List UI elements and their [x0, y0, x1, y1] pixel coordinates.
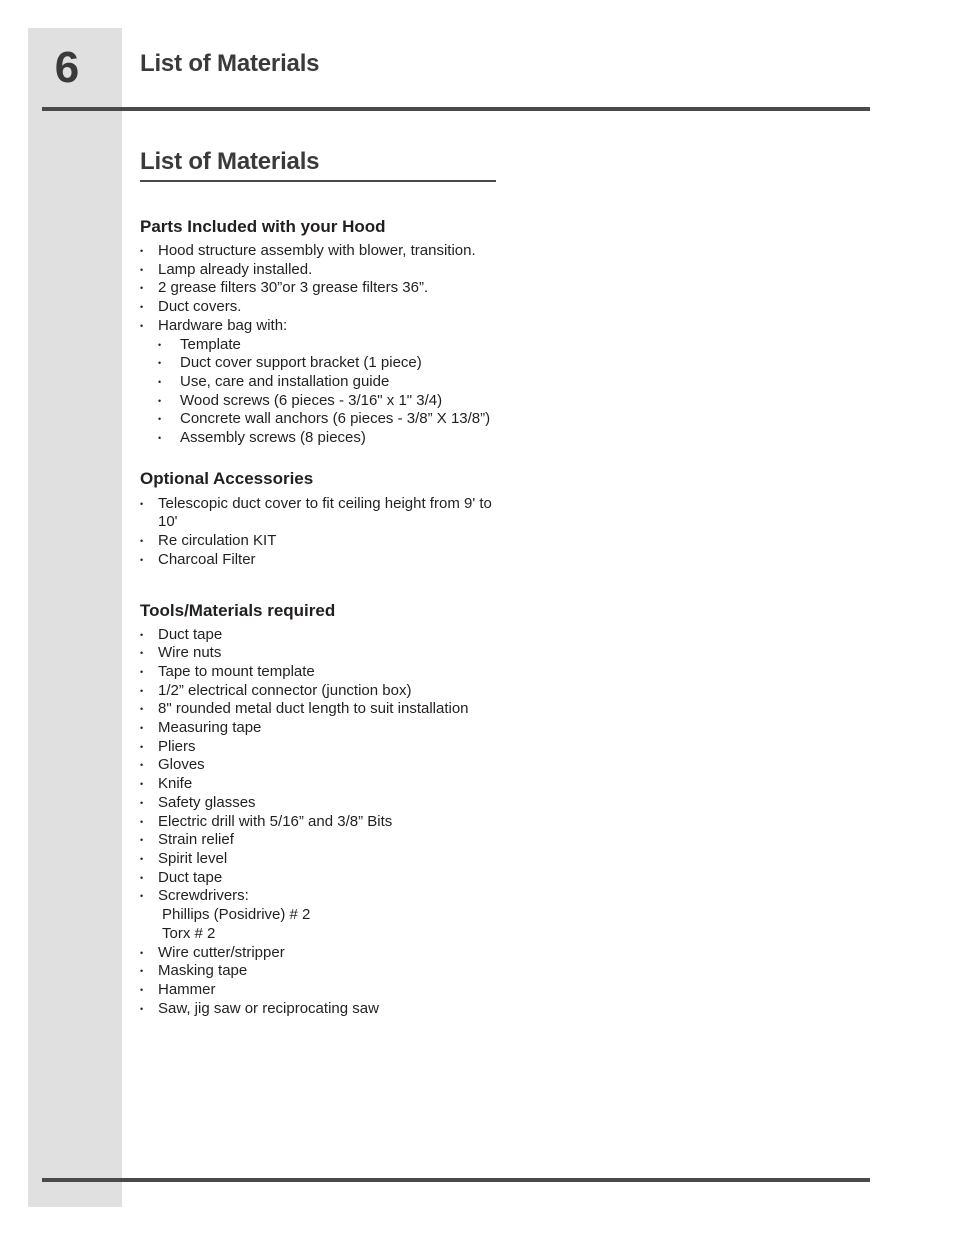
list-item: • Charcoal Filter [140, 551, 500, 570]
list-item: • Saw, jig saw or reciprocating saw [140, 1000, 540, 1019]
list-item: • Safety glasses [140, 794, 540, 813]
page-number: 6 [54, 43, 80, 92]
sub-list-item: • Use, care and installation guide [158, 373, 540, 392]
page-sidebar [28, 28, 122, 1207]
list-item: • Wire cutter/stripper [140, 944, 540, 963]
screwdriver-type: Torx # 2 [162, 924, 216, 942]
list-item: • Duct tape [140, 626, 540, 645]
section-title: List of Materials [140, 150, 496, 182]
footer-divider [42, 1178, 870, 1182]
list-item-hardware-bag [140, 317, 540, 448]
header-divider [42, 107, 870, 111]
list-item: • 2 grease filters 30”or 3 grease filters 36”. [140, 279, 540, 298]
list-item: • 8" rounded metal duct length to suit installation [140, 700, 540, 719]
sub-list-item: • Template [158, 336, 540, 355]
screwdriver-type: Phillips (Posidrive) # 2 [162, 906, 311, 924]
list-item: • Telescopic duct cover to fit ceiling height from 9' to 10' [140, 495, 500, 532]
list-item: • Measuring tape [140, 719, 540, 738]
list-item: • Gloves [140, 756, 540, 775]
hardware-sublist [158, 336, 540, 448]
list-item: • Spirit level [140, 850, 540, 869]
sub-list-item: • Duct cover support bracket (1 piece) [158, 354, 540, 373]
list-item: • Hood structure assembly with blower, transition. [140, 242, 540, 261]
list-item: • Duct covers. [140, 298, 540, 317]
main-content [140, 150, 540, 1018]
list-item-label: Hardware bag with: [158, 316, 288, 334]
sub-list-item: • Wood screws (6 pieces - 3/16" x 1" 3/4) [158, 392, 540, 411]
tools-list [140, 626, 540, 1019]
optional-list [140, 495, 500, 570]
parts-list [140, 242, 540, 448]
header-title: List of Materials [140, 50, 320, 77]
list-item: • 1/2” electrical connector (junction box) [140, 682, 540, 701]
optional-heading: Optional Accessories [140, 468, 314, 488]
parts-heading: Parts Included with your Hood [140, 217, 386, 236]
list-item: • Re circulation KIT [140, 532, 500, 551]
list-item: • Duct tape [140, 869, 540, 888]
list-item: • Knife [140, 775, 540, 794]
list-item: • Strain relief [140, 831, 540, 850]
sub-list-item: • Assembly screws (8 pieces) [158, 429, 540, 448]
list-item: • Hammer [140, 981, 540, 1000]
list-item-screwdrivers [140, 887, 540, 943]
list-item: • Tape to mount template [140, 663, 540, 682]
tools-heading: Tools/Materials required [140, 600, 336, 620]
sub-list-item: • Concrete wall anchors (6 pieces - 3/8” X 13/8”) [158, 410, 540, 429]
list-item: • Wire nuts [140, 644, 540, 663]
list-item: • Electric drill with 5/16” and 3/8” Bits [140, 813, 540, 832]
list-item: • Lamp already installed. [140, 261, 540, 280]
list-item: • Masking tape [140, 962, 540, 981]
list-item: • Pliers [140, 738, 540, 757]
list-item-label: Screwdrivers: [158, 887, 249, 905]
